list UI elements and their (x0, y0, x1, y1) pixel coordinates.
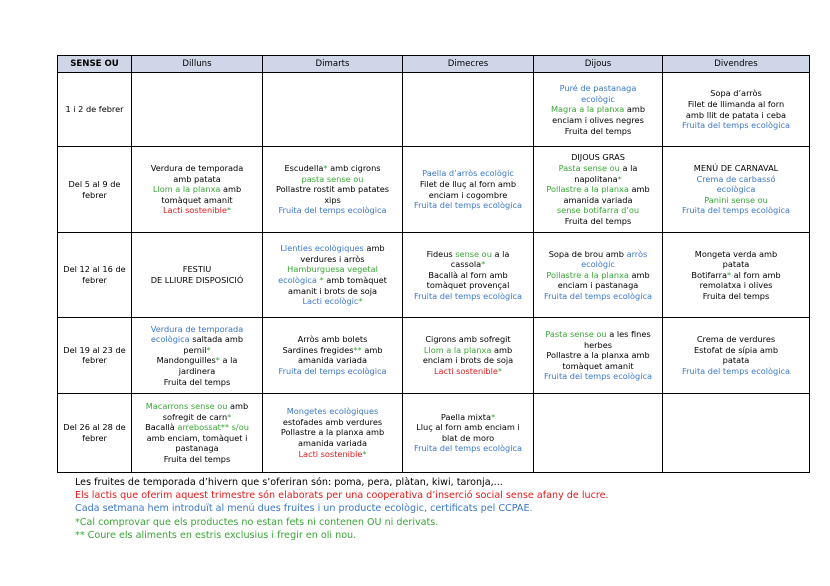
menu-line (266, 366, 399, 377)
menu-line (666, 355, 806, 366)
menu-cell-thursday (534, 232, 663, 317)
menu-text: * (726, 269, 732, 280)
menu-notes (75, 476, 795, 542)
menu-text: enciam i cogombre (428, 189, 508, 200)
menu-text: * (362, 448, 367, 459)
menu-text: Llenties ecològiques (280, 243, 364, 254)
menu-line (666, 184, 806, 195)
menu-line (666, 174, 806, 185)
menu-text: Escudella (284, 163, 324, 174)
menu-line (666, 88, 806, 99)
menu-line (135, 366, 259, 377)
menu-text: Paella d’arròs ecològic (422, 168, 514, 179)
menu-cell-monday (132, 232, 263, 317)
menu-line (537, 216, 659, 227)
week-row (58, 73, 810, 147)
menu-text: a les fines (606, 328, 651, 339)
menu-line (666, 99, 806, 110)
menu-text: amb cigrons (327, 163, 381, 174)
menu-cell-friday (663, 393, 810, 472)
menu-line (666, 259, 806, 270)
menu-text: jardinera (178, 365, 216, 376)
menu-line (266, 334, 399, 345)
menu-line (537, 329, 659, 340)
menu-line (266, 184, 399, 195)
menu-text: Fruita del temps ecològica (544, 371, 652, 382)
menu-text: ** (220, 422, 230, 433)
menu-line (266, 406, 399, 417)
menu-line (266, 205, 399, 216)
menu-text: tomàquet amanit (161, 194, 233, 205)
menu-text: Filet de lluç al forn amb (419, 178, 517, 189)
menu-text: amb (628, 184, 650, 195)
menu-line (666, 270, 806, 281)
header-monday: Dilluns (132, 56, 263, 73)
menu-text: Pollastre a la planxa (546, 184, 629, 195)
menu-text: MENÚ DE CARNAVAL (693, 163, 779, 174)
menu-text: Fruita del temps (163, 453, 231, 464)
menu-line (266, 195, 399, 206)
menu-text: saltada amb (189, 334, 244, 345)
menu-text: Fruita del temps ecològica (414, 200, 522, 211)
menu-text: ecològic (581, 93, 615, 104)
header-thursday: Dijous (534, 56, 663, 73)
menu-text: Sopa de brou amb (548, 248, 627, 259)
menu-text: Fruita del temps ecològica (278, 365, 387, 376)
menu-line (266, 438, 399, 449)
menu-text: al forn amb (731, 269, 781, 280)
header-tuesday: Dimarts (263, 56, 403, 73)
menu-line (266, 264, 399, 275)
menu-text: enciam i brots de soja (422, 355, 514, 366)
menu-line (266, 243, 399, 254)
menu-text: Fruita del temps ecològica (544, 290, 652, 301)
week-row (58, 318, 810, 393)
week-row (58, 147, 810, 232)
menu-text: blat de moro (441, 432, 495, 443)
menu-text: remolatxa i olives (699, 280, 773, 291)
menu-text: Lacti ecològic (302, 296, 359, 307)
menu-text: Verdura de temporada (150, 323, 244, 334)
menu-line (135, 174, 259, 185)
menu-text: Mongeta verda amb (694, 248, 778, 259)
menu-text: amb (361, 344, 383, 355)
menu-text: Sardines fregides (282, 344, 354, 355)
menu-line (266, 417, 399, 428)
menu-line (666, 345, 806, 356)
menu-line (666, 120, 806, 131)
week-date-label: Del 12 al 16 de febrer (58, 232, 132, 317)
menu-text: Sopa d’arròs (710, 88, 762, 99)
menu-cell-thursday (534, 393, 663, 472)
menu-line (266, 449, 399, 460)
menu-line (135, 443, 259, 454)
menu-line (537, 270, 659, 281)
menu-cell-thursday (534, 147, 663, 232)
menu-cell-monday (132, 73, 263, 147)
menu-text: Bacallà (145, 422, 178, 433)
menu-cell-thursday (534, 318, 663, 393)
menu-cell-tuesday (263, 232, 403, 317)
menu-text: Paella mixta (440, 411, 492, 422)
menu-line (537, 350, 659, 361)
menu-cell-tuesday (263, 318, 403, 393)
menu-cell-wednesday (403, 393, 534, 472)
menu-text: amanida variada (563, 194, 633, 205)
menu-cell-friday (663, 147, 810, 232)
menu-line (266, 174, 399, 185)
menu-line (537, 104, 659, 115)
menu-text: Fruita del temps (564, 216, 632, 227)
menu-line (135, 275, 259, 286)
menu-text: Lluç al forn amb enciam i (416, 422, 520, 433)
weekly-menu-table (57, 55, 810, 473)
week-date-label: Del 5 al 9 de febrer (58, 147, 132, 232)
menu-text: estofades amb verdures (282, 416, 383, 427)
menu-line (266, 286, 399, 297)
menu-text: Arròs amb bolets (297, 334, 368, 345)
menu-line (537, 371, 659, 382)
menu-line (406, 200, 530, 211)
menu-text: * (323, 163, 328, 174)
menu-text: Fideus (426, 248, 456, 259)
menu-cell-tuesday (263, 393, 403, 472)
menu-text: * (497, 365, 503, 376)
menu-line (266, 345, 399, 356)
menu-text: Llom a la planxa (152, 184, 221, 195)
menu-line (406, 249, 530, 260)
menu-text: * (226, 205, 232, 216)
menu-cell-tuesday (263, 73, 403, 147)
menu-line (537, 195, 659, 206)
menu-text: Panini sense ou (704, 194, 768, 205)
menu-text: Fruita del temps ecològica (414, 290, 522, 301)
menu-text: ecològica (278, 274, 317, 285)
menu-line (406, 412, 530, 423)
menu-text: amanida variada (297, 355, 368, 366)
menu-text: amb (227, 401, 249, 411)
menu-text: amb patata (173, 173, 221, 184)
menu-text: Pasta sense ou (545, 328, 607, 339)
menu-line (266, 275, 399, 286)
menu-text: sofregit de carn (162, 411, 228, 422)
menu-text: amb (220, 184, 242, 195)
menu-text: amb tomàquet (323, 274, 387, 285)
menu-text: * (481, 259, 486, 270)
menu-text: Fruita del temps (702, 290, 770, 301)
menu-text: ecològica (150, 334, 190, 345)
menu-text: amanida variada (297, 438, 368, 449)
menu-line (266, 355, 399, 366)
menu-text: Verdura de temporada (150, 163, 244, 174)
menu-line (406, 259, 530, 270)
menu-text: Bacallà al forn amb (428, 269, 508, 280)
menu-line (406, 433, 530, 444)
menu-line (406, 270, 530, 281)
menu-line (537, 163, 659, 174)
menu-text: Macarrons sense ou (145, 401, 228, 411)
menu-line (135, 264, 259, 275)
menu-text: Mongetes ecològiques (286, 406, 379, 417)
menu-text: amb llit de patata i ceba (685, 109, 787, 120)
menu-line (406, 355, 530, 366)
menu-text: Fruita del temps ecològica (682, 120, 790, 131)
menu-line (537, 291, 659, 302)
menu-text: Pollastre a la planxa amb (546, 350, 650, 361)
menu-text: enciam i olives negres (552, 114, 644, 125)
menu-line (666, 205, 806, 216)
menu-line (666, 110, 806, 121)
menu-cell-wednesday (403, 147, 534, 232)
menu-text: amb (628, 269, 650, 280)
menu-text: patata (722, 259, 750, 270)
menu-text: Lacti sostenible (433, 365, 498, 376)
menu-text: Fruita del temps ecològica (278, 205, 387, 216)
menu-cell-friday (663, 73, 810, 147)
menu-line (135, 324, 259, 335)
menu-text: * (215, 355, 220, 366)
menu-line (537, 205, 659, 216)
menu-line (406, 179, 530, 190)
menu-line (537, 280, 659, 291)
menu-line (406, 291, 530, 302)
menu-text: a la (491, 248, 510, 259)
menu-text: * (316, 274, 324, 285)
menu-line (406, 345, 530, 356)
menu-cell-monday (132, 147, 263, 232)
menu-line (666, 195, 806, 206)
menu-text: Pasta sense ou (558, 163, 620, 174)
menu-text: Lacti sostenible (298, 448, 363, 459)
menu-text: ecològica (716, 184, 756, 195)
menu-line (666, 249, 806, 260)
menu-line (135, 401, 259, 412)
menu-line (135, 377, 259, 388)
header-wednesday: Dimecres (403, 56, 534, 73)
header-no-egg: SENSE OU (58, 56, 132, 73)
menu-cell-monday (132, 318, 263, 393)
menu-line (537, 174, 659, 185)
menu-line (537, 126, 659, 137)
menu-line (135, 195, 259, 206)
menu-line (266, 254, 399, 265)
menu-text: pernil (183, 344, 207, 355)
menu-text: Lacti sostenible (162, 205, 227, 216)
menu-cell-wednesday (403, 318, 534, 393)
menu-cell-tuesday (263, 147, 403, 232)
menu-text: a la (619, 163, 638, 174)
menu-text: Mandonguilles (156, 355, 216, 366)
menu-line (537, 259, 659, 270)
menu-line (406, 422, 530, 433)
menu-text: * (491, 411, 496, 422)
menu-text: patata (722, 355, 750, 366)
menu-text: amanit i brots de soja (287, 285, 378, 296)
menu-text: Filet de llimanda al forn (687, 99, 785, 110)
menu-line (406, 366, 530, 377)
menu-text: cassola (450, 259, 482, 270)
header-friday: Divendres (663, 56, 810, 73)
menu-text: arrebossat (177, 422, 221, 433)
menu-line (666, 291, 806, 302)
note-dairy: Els lactis que oferim aquest trimestre són elaborats per una cooperativa d’inserció social sense afany de lucre. (75, 490, 609, 502)
menu-cell-wednesday (403, 232, 534, 317)
menu-line (537, 115, 659, 126)
menu-line (537, 184, 659, 195)
menu-text: arròs (626, 248, 648, 259)
menu-text: a la (219, 355, 238, 366)
menu-text: napolitana (574, 173, 618, 184)
menu-text: Cigrons amb sofregit (425, 334, 511, 345)
week-date-label: Del 19 al 23 de febrer (58, 318, 132, 393)
menu-line (406, 280, 530, 291)
menu-line (135, 412, 259, 423)
menu-text: * (227, 411, 232, 422)
menu-line (135, 334, 259, 345)
menu-line (666, 280, 806, 291)
menu-text: ** (353, 344, 362, 355)
note-egg-check: *Cal comprovar que els productes no estan fets ni contenen OU ni derivats. (75, 516, 439, 528)
menu-line (537, 94, 659, 105)
menu-text: pasta sense ou (301, 173, 364, 184)
menu-line (406, 168, 530, 179)
menu-text: * (206, 344, 211, 355)
menu-line (266, 163, 399, 174)
menu-text: Fruita del temps ecològica (682, 205, 790, 216)
menu-text: FESTIU (182, 264, 212, 275)
menu-text: Pollastre a la planxa (546, 269, 629, 280)
menu-line (537, 249, 659, 260)
menu-line (666, 163, 806, 174)
header-row (58, 56, 810, 73)
menu-line (537, 361, 659, 372)
note-frying: ** Coure els aliments en estris exclusius i fregir en oli nou. (75, 529, 357, 541)
menu-text: enciam i pastanaga (557, 280, 639, 291)
menu-text: amb (491, 344, 513, 355)
menu-cell-monday (132, 393, 263, 472)
menu-text: Estofat de sípia amb (693, 344, 779, 355)
menu-line (135, 422, 259, 433)
menu-text: Llom a la planxa (423, 344, 492, 355)
menu-text: herbes (583, 339, 613, 350)
menu-cell-wednesday (403, 73, 534, 147)
menu-line (135, 205, 259, 216)
menu-text: tomàquet amanit (562, 360, 634, 371)
menu-text: Crema de verdures (696, 334, 776, 345)
menu-cell-friday (663, 318, 810, 393)
menu-line (135, 345, 259, 356)
menu-line (406, 443, 530, 454)
menu-line (537, 340, 659, 351)
menu-line (135, 163, 259, 174)
menu-text: verdures i arròs (300, 253, 365, 264)
menu-line (666, 334, 806, 345)
menu-text: sense botifarra d’ou (556, 205, 640, 216)
menu-text: amb (363, 243, 385, 254)
menu-text: sense ou (455, 248, 492, 259)
menu-text: Magra a la planxa (550, 104, 625, 115)
menu-line (135, 433, 259, 444)
menu-text: s/ou (229, 422, 249, 433)
menu-line (406, 190, 530, 201)
menu-text: Hamburguesa vegetal (287, 264, 378, 275)
menu-text: * (358, 296, 363, 307)
menu-line (537, 152, 659, 163)
week-date-label: Del 26 al 28 de febrer (58, 393, 132, 472)
menu-text: amb (624, 104, 646, 115)
menu-text: Fruita del temps ecològica (414, 443, 522, 454)
week-row (58, 232, 810, 317)
menu-text: Puré de pastanaga (559, 83, 637, 94)
menu-line (135, 454, 259, 465)
menu-line (266, 296, 399, 307)
menu-text: Fruita del temps (564, 125, 632, 136)
menu-line (266, 427, 399, 438)
week-date-label: 1 i 2 de febrer (58, 73, 132, 147)
menu-text: tomàquet provençal (426, 280, 510, 291)
menu-line (406, 334, 530, 345)
menu-text: Crema de carbassó (696, 173, 776, 184)
menu-text: Pollastre rostit amb patates (275, 184, 390, 195)
menu-line (537, 83, 659, 94)
menu-text: Botifarra (691, 269, 727, 280)
menu-text: amb enciam, tomàquet i (146, 432, 248, 443)
menu-text: * (617, 173, 622, 184)
menu-cell-friday (663, 232, 810, 317)
menu-line (135, 355, 259, 366)
note-seasonal-fruits: Les fruites de temporada d’hivern que s’oferiran són: poma, pera, plàtan, kiwi, taronja,... (75, 477, 503, 488)
menu-cell-thursday (534, 73, 663, 147)
menu-text: Fruita del temps ecològica (682, 365, 790, 376)
menu-text: ecològic (581, 259, 615, 270)
week-row (58, 393, 810, 472)
menu-line (135, 184, 259, 195)
menu-text: Pollastre a la planxa amb (280, 427, 385, 438)
menu-line (666, 366, 806, 377)
menu-text: Fruita del temps (163, 376, 231, 387)
menu-text: DE LLIURE DISPOSICIÓ (150, 274, 244, 285)
note-organic: Cada setmana hem introduït al menú dues fruites i un producte ecològic, certificats pel CCPAE. (75, 503, 533, 515)
menu-text: xips (324, 194, 341, 205)
menu-text: pastanaga (175, 443, 219, 454)
menu-text: DIJOUS GRAS (571, 152, 625, 163)
